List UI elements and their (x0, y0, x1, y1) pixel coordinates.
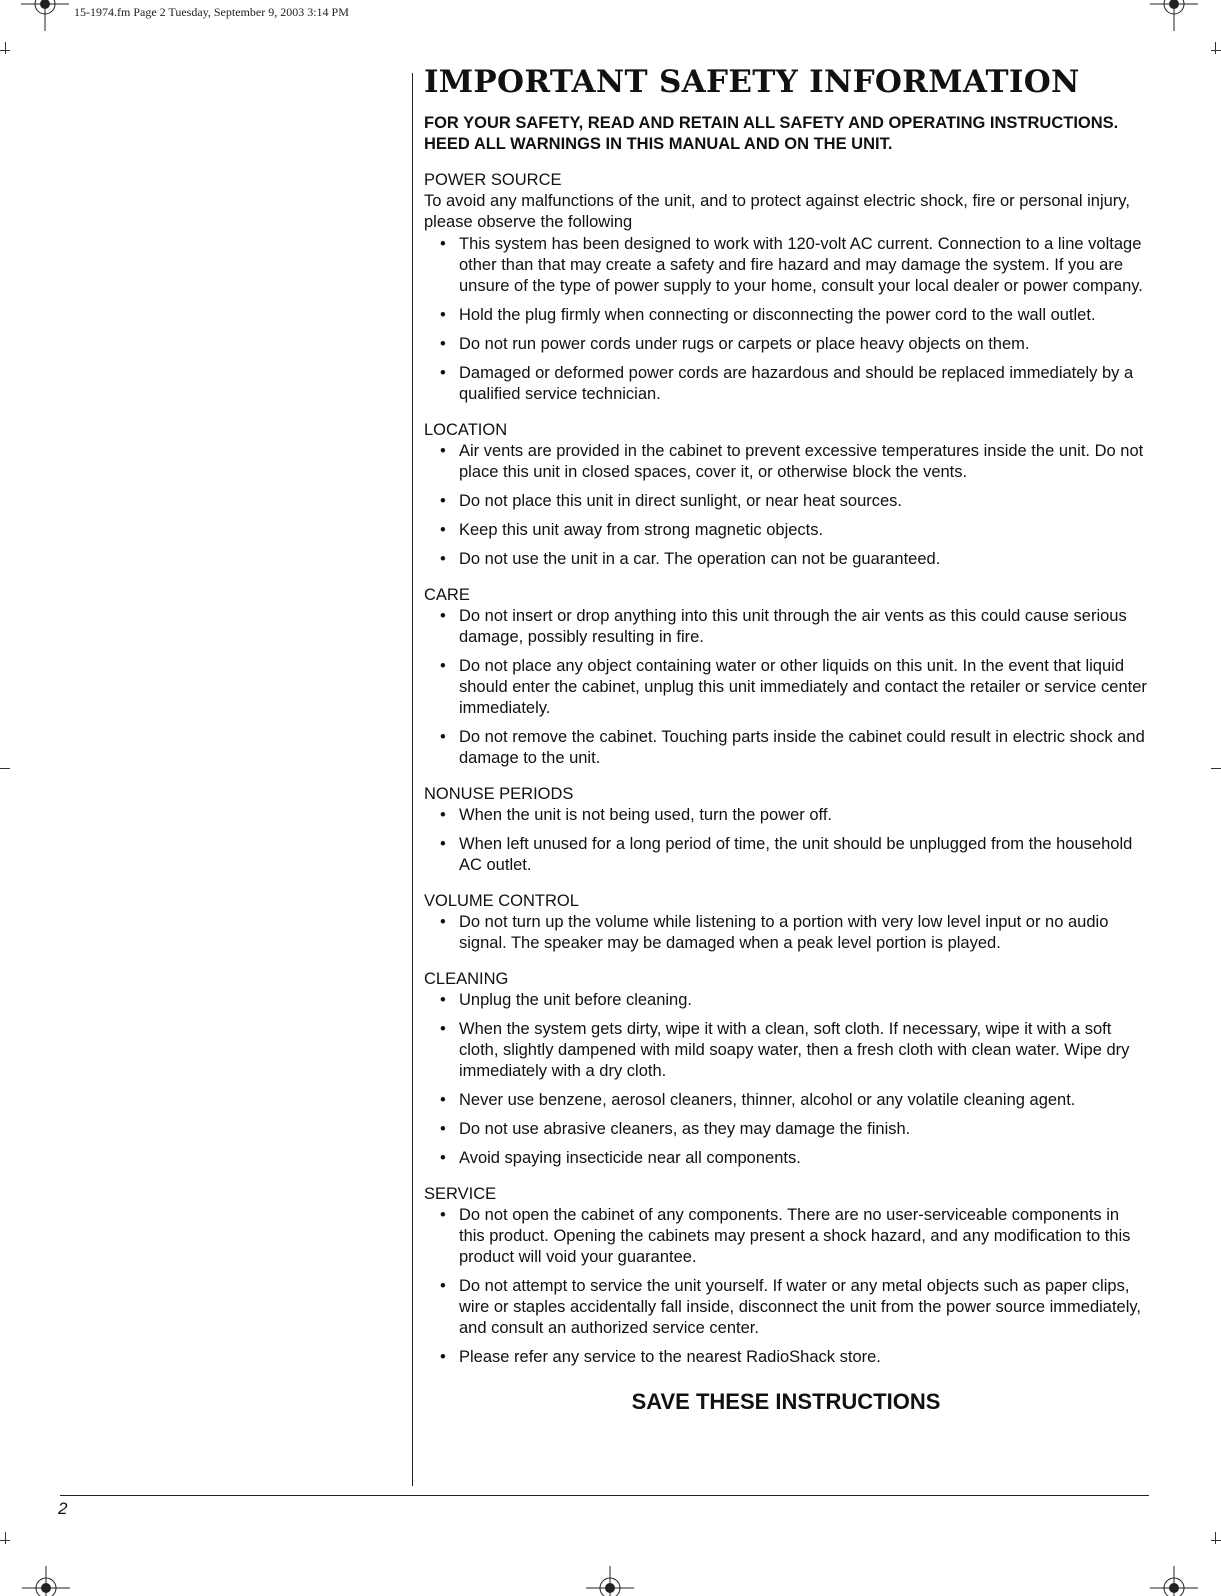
bullet-icon: • (440, 1120, 446, 1138)
section-nonuse-periods (424, 784, 1148, 876)
section-intro: To avoid any malfunctions of the unit, and to protect against electric shock, fire or personal injury, please observe the following (424, 192, 1130, 231)
bullet-icon: • (440, 1149, 446, 1167)
bullet-list (424, 1205, 1148, 1368)
list-item: • Unplug the unit before cleaning. (440, 991, 692, 1009)
crop-mark (1211, 1540, 1221, 1541)
bullet-icon: • (440, 913, 446, 931)
registration-mark-icon (22, 1566, 70, 1596)
section-care (424, 585, 1148, 769)
list-item: • Do not use abrasive cleaners, as they may damage the finish. (440, 1120, 911, 1138)
bullet-icon: • (440, 835, 446, 853)
bullet-icon: • (440, 657, 446, 675)
list-item: • When the system gets dirty, wipe it with a clean, soft cloth. If necessary, wipe it with a soft cloth, slightly dampened with mild soapy water, then a fresh cloth with clean water. Wipe dry immediately with a dry cloth. (440, 1020, 1130, 1080)
section-heading: VOLUME CONTROL (424, 892, 579, 910)
bullet-icon: • (440, 728, 446, 746)
section-heading: NONUSE PERIODS (424, 785, 574, 803)
list-item: • When left unused for a long period of time, the unit should be unplugged from the household AC outlet. (440, 835, 1133, 874)
list-item: • When the unit is not being used, turn the power off. (440, 806, 833, 824)
list-item: • Do not place any object containing water or other liquids on this unit. In the event that liquid should enter the cabinet, unplug this unit immediately and contact the retailer or service center immediately. (440, 657, 1147, 717)
lead-warning: FOR YOUR SAFETY, READ AND RETAIN ALL SAFETY AND OPERATING INSTRUCTIONS. HEED ALL WARNINGS IN THIS MANUAL AND ON THE UNIT. (424, 114, 1119, 153)
bullet-icon: • (440, 550, 446, 568)
list-item: • Do not remove the cabinet. Touching parts inside the cabinet could result in electric shock and damage to the unit. (440, 728, 1145, 767)
bullet-icon: • (440, 364, 446, 382)
bullet-icon: • (440, 1091, 446, 1109)
list-item: • Do not insert or drop anything into this unit through the air vents as this could cause serious damage, possibly resulting in fire. (440, 607, 1127, 646)
list-item: • Please refer any service to the nearest RadioShack store. (440, 1348, 881, 1366)
footer-rule (60, 1495, 1149, 1496)
registration-mark-icon (21, 0, 69, 31)
bullet-icon: • (440, 806, 446, 824)
crop-mark (1215, 1532, 1216, 1544)
bullet-icon: • (440, 991, 446, 1009)
section-location (424, 420, 1148, 570)
crop-mark (5, 42, 6, 54)
section-volume-control (424, 891, 1148, 954)
bullet-icon: • (440, 335, 446, 353)
list-item: • Avoid spaying insecticide near all components. (440, 1149, 801, 1167)
list-item: • Do not turn up the volume while listening to a portion with very low level input or no audio signal. The speaker may be damaged when a peak level portion is played. (440, 913, 1109, 952)
page-number: 2 (58, 1499, 68, 1518)
list-item: • Do not attempt to service the unit yourself. If water or any metal objects such as paper clips, wire or staples accidentally fall inside, disconnect the unit from the power source immediately, and consult an authorized service center. (440, 1277, 1142, 1337)
save-instructions-heading: SAVE THESE INSTRUCTIONS (631, 1389, 941, 1414)
crop-mark (1211, 50, 1221, 51)
print-slug: 15-1974.fm Page 2 Tuesday, September 9, 2003 3:14 PM (74, 5, 349, 19)
crop-mark (0, 768, 10, 769)
bullet-icon: • (440, 1206, 446, 1224)
bullet-icon: • (440, 1020, 446, 1038)
bullet-list (424, 606, 1148, 769)
list-item: • Do not run power cords under rugs or carpets or place heavy objects on them. (440, 335, 1030, 353)
list-item: • Do not open the cabinet of any components. There are no user-serviceable components in this product. Opening the cabinets may present a shock hazard, and any modification to this product will void your guarantee. (440, 1206, 1131, 1266)
registration-mark-icon (1150, 1566, 1198, 1596)
bullet-list (424, 990, 1148, 1169)
section-heading: LOCATION (424, 421, 508, 439)
bullet-list (424, 234, 1148, 405)
safety-content (424, 62, 1148, 1415)
section-power-source (424, 170, 1148, 405)
crop-mark (5, 1532, 6, 1544)
list-item: • Damaged or deformed power cords are hazardous and should be replaced immediately by a qualified service technician. (440, 364, 1134, 403)
registration-mark-icon (1150, 0, 1198, 31)
bullet-icon: • (440, 492, 446, 510)
bullet-icon: • (440, 607, 446, 625)
list-item: • Never use benzene, aerosol cleaners, thinner, alcohol or any volatile cleaning agent. (440, 1091, 1076, 1109)
section-heading: CARE (424, 586, 470, 604)
list-item: • Air vents are provided in the cabinet to prevent excessive temperatures inside the unit. Do not place this unit in closed spaces, cover it, or otherwise block the vents. (440, 442, 1144, 481)
list-item: • Do not place this unit in direct sunlight, or near heat sources. (440, 492, 902, 510)
section-heading: SERVICE (424, 1185, 497, 1203)
bullet-icon: • (440, 306, 446, 324)
column-divider (412, 73, 413, 1486)
list-item: • Hold the plug firmly when connecting or disconnecting the power cord to the wall outlet. (440, 306, 1096, 324)
crop-mark (1211, 768, 1221, 769)
bullet-icon: • (440, 1348, 446, 1366)
section-heading: CLEANING (424, 970, 509, 988)
section-service (424, 1184, 1148, 1368)
list-item: • Do not use the unit in a car. The operation can not be guaranteed. (440, 550, 941, 568)
section-cleaning (424, 969, 1148, 1169)
registration-mark-icon (586, 1566, 634, 1596)
bullet-list (424, 912, 1148, 954)
bullet-icon: • (440, 1277, 446, 1295)
bullet-icon: • (440, 521, 446, 539)
list-item: • This system has been designed to work with 120-volt AC current. Connection to a line voltage other than that may create a safety and fire hazard and may damage the system. If you are unsure of the type of power supply to your home, consult your local dealer or power company. (440, 235, 1143, 295)
crop-mark (1215, 42, 1216, 54)
page-title: IMPORTANT SAFETY INFORMATION (424, 64, 1080, 100)
section-heading: POWER SOURCE (424, 171, 562, 189)
bullet-list (424, 805, 1148, 876)
bullet-icon: • (440, 442, 446, 460)
bullet-list (424, 441, 1148, 570)
list-item: • Keep this unit away from strong magnetic objects. (440, 521, 824, 539)
bullet-icon: • (440, 235, 446, 253)
